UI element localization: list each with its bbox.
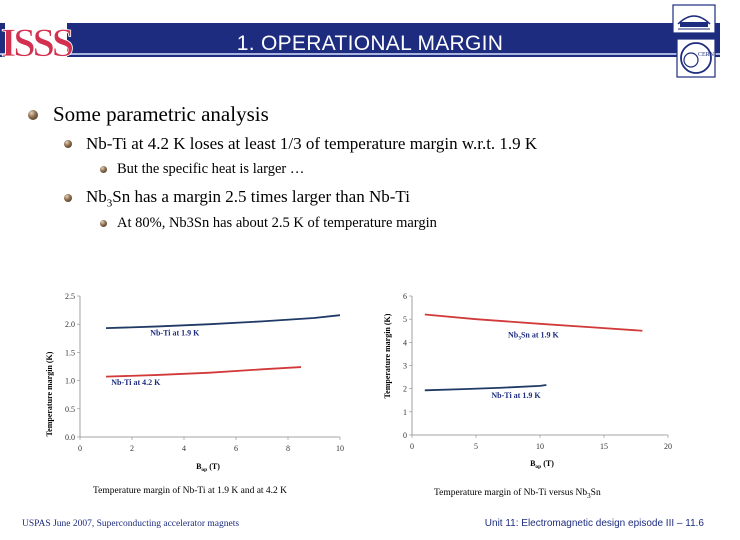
cern-building-logo bbox=[672, 4, 716, 34]
bullet-text: Some parametric analysis bbox=[53, 102, 269, 126]
y-tick-label: 0.0 bbox=[65, 433, 75, 442]
x-axis-label: $B_{op}$ (T) bbox=[530, 459, 554, 470]
title-band bbox=[0, 23, 720, 59]
bullet-level2 bbox=[64, 187, 410, 209]
isss-logo-text: ISSS bbox=[0, 20, 72, 65]
x-tick-label: 20 bbox=[664, 442, 672, 451]
footer-unit: Unit 11: Electromagnetic design episode III – 11.6 bbox=[484, 518, 704, 529]
series-line-1 bbox=[425, 385, 547, 390]
chart-caption: Temperature margin of Nb-Ti at 1.9 K and at 4.2 K bbox=[93, 486, 288, 496]
x-tick-label: 10 bbox=[336, 444, 344, 453]
x-tick-label: 5 bbox=[474, 442, 478, 451]
y-axis-label: Temperature margin (K) bbox=[45, 351, 54, 437]
chart-nbti-margin bbox=[40, 286, 360, 476]
series-line-0 bbox=[425, 315, 643, 331]
x-tick-label: 10 bbox=[536, 442, 544, 451]
bullet-icon bbox=[100, 166, 107, 173]
cern-logo-text: CERN bbox=[698, 52, 715, 58]
y-tick-label: 0 bbox=[403, 431, 407, 440]
y-tick-label: 5 bbox=[403, 315, 407, 325]
y-tick-label: 1 bbox=[403, 407, 407, 417]
bullet-icon bbox=[64, 140, 72, 148]
bullet-level3 bbox=[100, 161, 304, 178]
y-tick-label: 2 bbox=[403, 384, 407, 394]
chart-nb3sn-vs-nbti bbox=[376, 286, 696, 476]
y-tick-label: 0.5 bbox=[65, 404, 75, 414]
bullet-text: But the specific heat is larger … bbox=[117, 161, 305, 177]
x-axis-label: $B_{op}$ (T) bbox=[196, 462, 220, 473]
bullet-level2 bbox=[64, 134, 537, 154]
y-axis-label: Temperature margin (K) bbox=[383, 313, 392, 399]
bullet-text: Nb-Ti at 4.2 K loses at least 1/3 of temperature margin w.r.t. 1.9 K bbox=[86, 134, 538, 153]
y-tick-label: 2.0 bbox=[65, 320, 75, 330]
bullet-icon bbox=[64, 194, 72, 202]
series-line-1 bbox=[106, 367, 301, 377]
x-tick-label: 2 bbox=[130, 444, 134, 453]
y-tick-label: 1.0 bbox=[65, 376, 75, 386]
y-tick-label: 4 bbox=[403, 338, 407, 348]
series-label: $Nb_3Sn$ at 1.9 K bbox=[508, 330, 559, 342]
x-tick-label: 4 bbox=[182, 444, 186, 453]
x-tick-label: 0 bbox=[78, 444, 82, 453]
y-tick-label: 3 bbox=[403, 361, 407, 371]
x-tick-label: 0 bbox=[410, 442, 414, 451]
series-line-0 bbox=[106, 315, 340, 328]
isss-logo bbox=[0, 6, 72, 74]
series-label: Nb-Ti at 1.9 K bbox=[491, 390, 541, 400]
series-label: Nb-Ti at 1.9 K bbox=[150, 328, 200, 338]
bullet-text: $Nb_3Sn$ has a margin 2.5 times larger than Nb-Ti bbox=[86, 187, 410, 210]
chart-caption: Temperature margin of Nb-Ti versus $Nb_3Sn$ bbox=[434, 488, 601, 500]
x-tick-label: 8 bbox=[286, 444, 290, 453]
bullet-level1 bbox=[28, 102, 269, 127]
y-tick-label: 6 bbox=[403, 292, 407, 301]
page-title: 1. OPERATIONAL MARGIN bbox=[236, 32, 504, 55]
bullet-level3 bbox=[100, 215, 437, 232]
bullet-text: At 80%, Nb3Sn has about 2.5 K of temperature margin bbox=[117, 215, 437, 231]
x-tick-label: 15 bbox=[600, 442, 608, 451]
bullet-icon bbox=[28, 110, 38, 120]
y-tick-label: 2.5 bbox=[65, 292, 75, 301]
bullet-icon bbox=[100, 220, 107, 227]
y-tick-label: 1.5 bbox=[65, 348, 75, 358]
cern-logo bbox=[676, 38, 716, 78]
footer-course: USPAS June 2007, Superconducting accelerator magnets bbox=[22, 519, 240, 529]
x-tick-label: 6 bbox=[234, 444, 238, 453]
series-label: Nb-Ti at 4.2 K bbox=[111, 378, 161, 388]
